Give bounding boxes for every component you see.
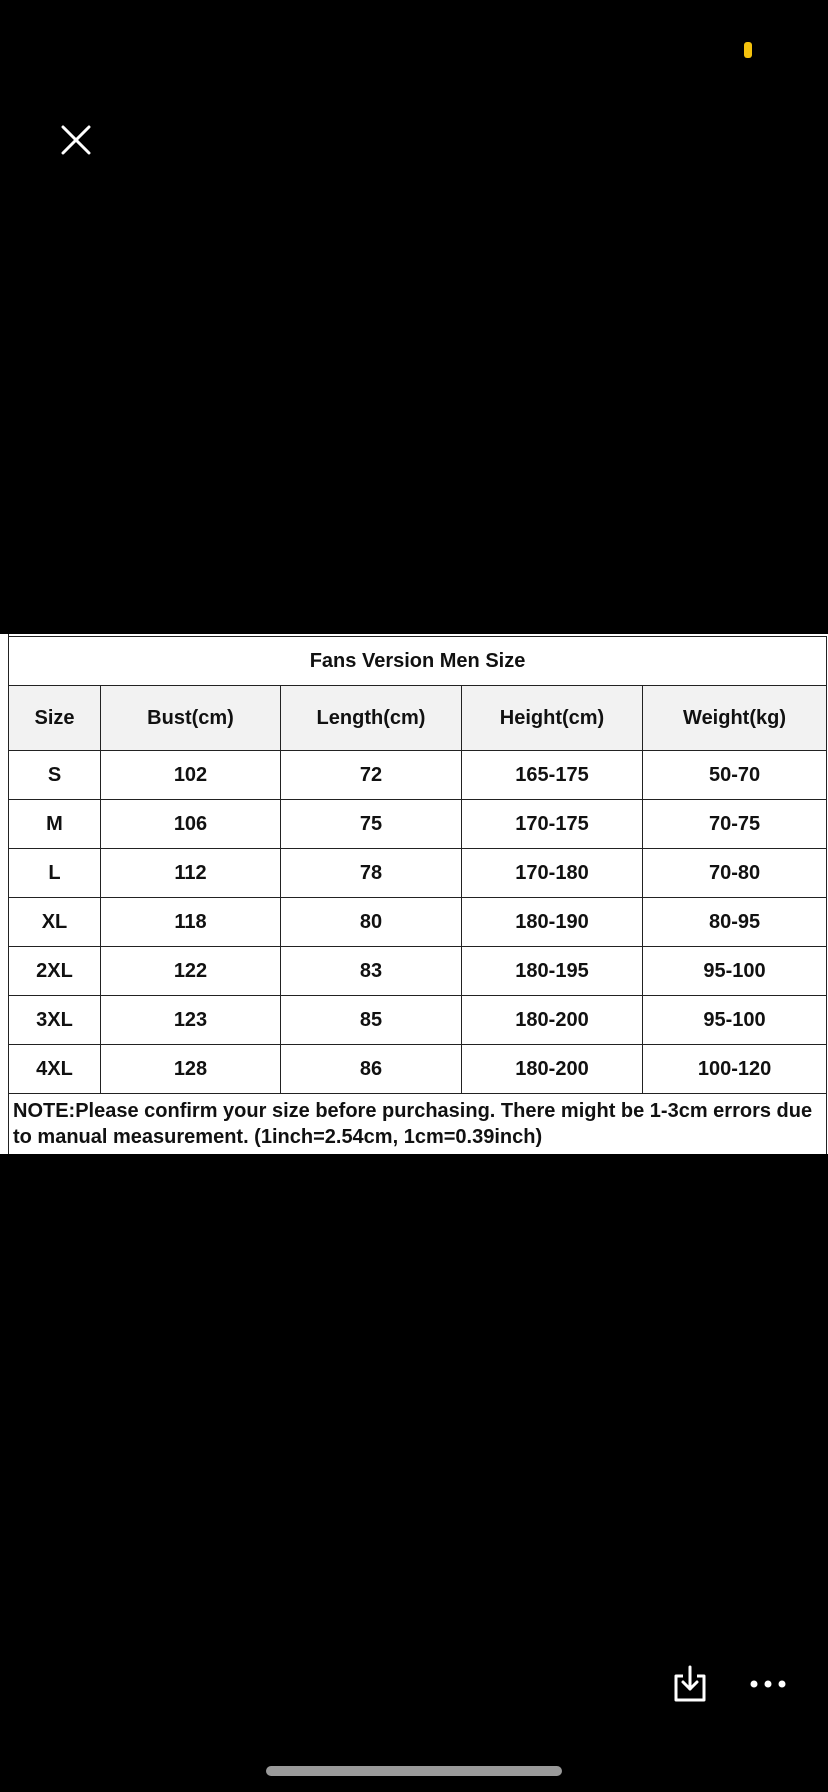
column-header: Weight(kg) [643,686,827,751]
table-cell: 80 [281,898,462,947]
table-cell: 3XL [9,996,101,1045]
table-cell: S [9,751,101,800]
download-icon [670,1664,710,1704]
table-cell: 50-70 [643,751,827,800]
privacy-indicator [744,42,752,58]
table-row [9,947,827,996]
table-row [9,1045,827,1094]
column-header: Size [9,686,101,751]
table-cell: 78 [281,849,462,898]
close-button[interactable] [52,116,100,164]
more-horizontal-icon [748,1678,788,1690]
table-cell: 165-175 [462,751,643,800]
size-chart-image [0,634,828,1154]
table-cell: 112 [101,849,281,898]
table-cell: 122 [101,947,281,996]
header-row [9,686,827,751]
table-cell: 83 [281,947,462,996]
table-cell: 2XL [9,947,101,996]
table-cell: 180-200 [462,996,643,1045]
download-button[interactable] [662,1656,718,1712]
table-cell: 70-75 [643,800,827,849]
column-header: Length(cm) [281,686,462,751]
more-options-button[interactable] [740,1656,796,1712]
table-cell: 80-95 [643,898,827,947]
table-cell: 95-100 [643,996,827,1045]
table-cell: 170-175 [462,800,643,849]
column-header: Height(cm) [462,686,643,751]
table-cell: L [9,849,101,898]
table-cell: 72 [281,751,462,800]
table-row [9,996,827,1045]
table-cell: 95-100 [643,947,827,996]
table-cell: 180-195 [462,947,643,996]
table-cell: 4XL [9,1045,101,1094]
table-cell: M [9,800,101,849]
chart-title: Fans Version Men Size [9,637,827,686]
table-cell: 100-120 [643,1045,827,1094]
table-cell: 106 [101,800,281,849]
table-cell: 85 [281,996,462,1045]
table-row [9,849,827,898]
table-row [9,800,827,849]
table-cell: 102 [101,751,281,800]
table-row [9,898,827,947]
table-cell: XL [9,898,101,947]
table-row [9,751,827,800]
table-cell: 170-180 [462,849,643,898]
table-cell: 180-190 [462,898,643,947]
table-cell: 118 [101,898,281,947]
home-indicator[interactable] [266,1766,562,1776]
table-cell: 180-200 [462,1045,643,1094]
table-cell: 128 [101,1045,281,1094]
size-chart-table [8,636,827,1154]
table-cell: 75 [281,800,462,849]
measurement-note: NOTE:Please confirm your size before purchasing. There might be 1-3cm errors due to manual measurement. (1inch=2.54cm, 1cm=0.39inch) [9,1094,827,1155]
table-cell: 70-80 [643,849,827,898]
close-icon [61,125,91,155]
table-cell: 86 [281,1045,462,1094]
table-cell: 123 [101,996,281,1045]
column-header: Bust(cm) [101,686,281,751]
